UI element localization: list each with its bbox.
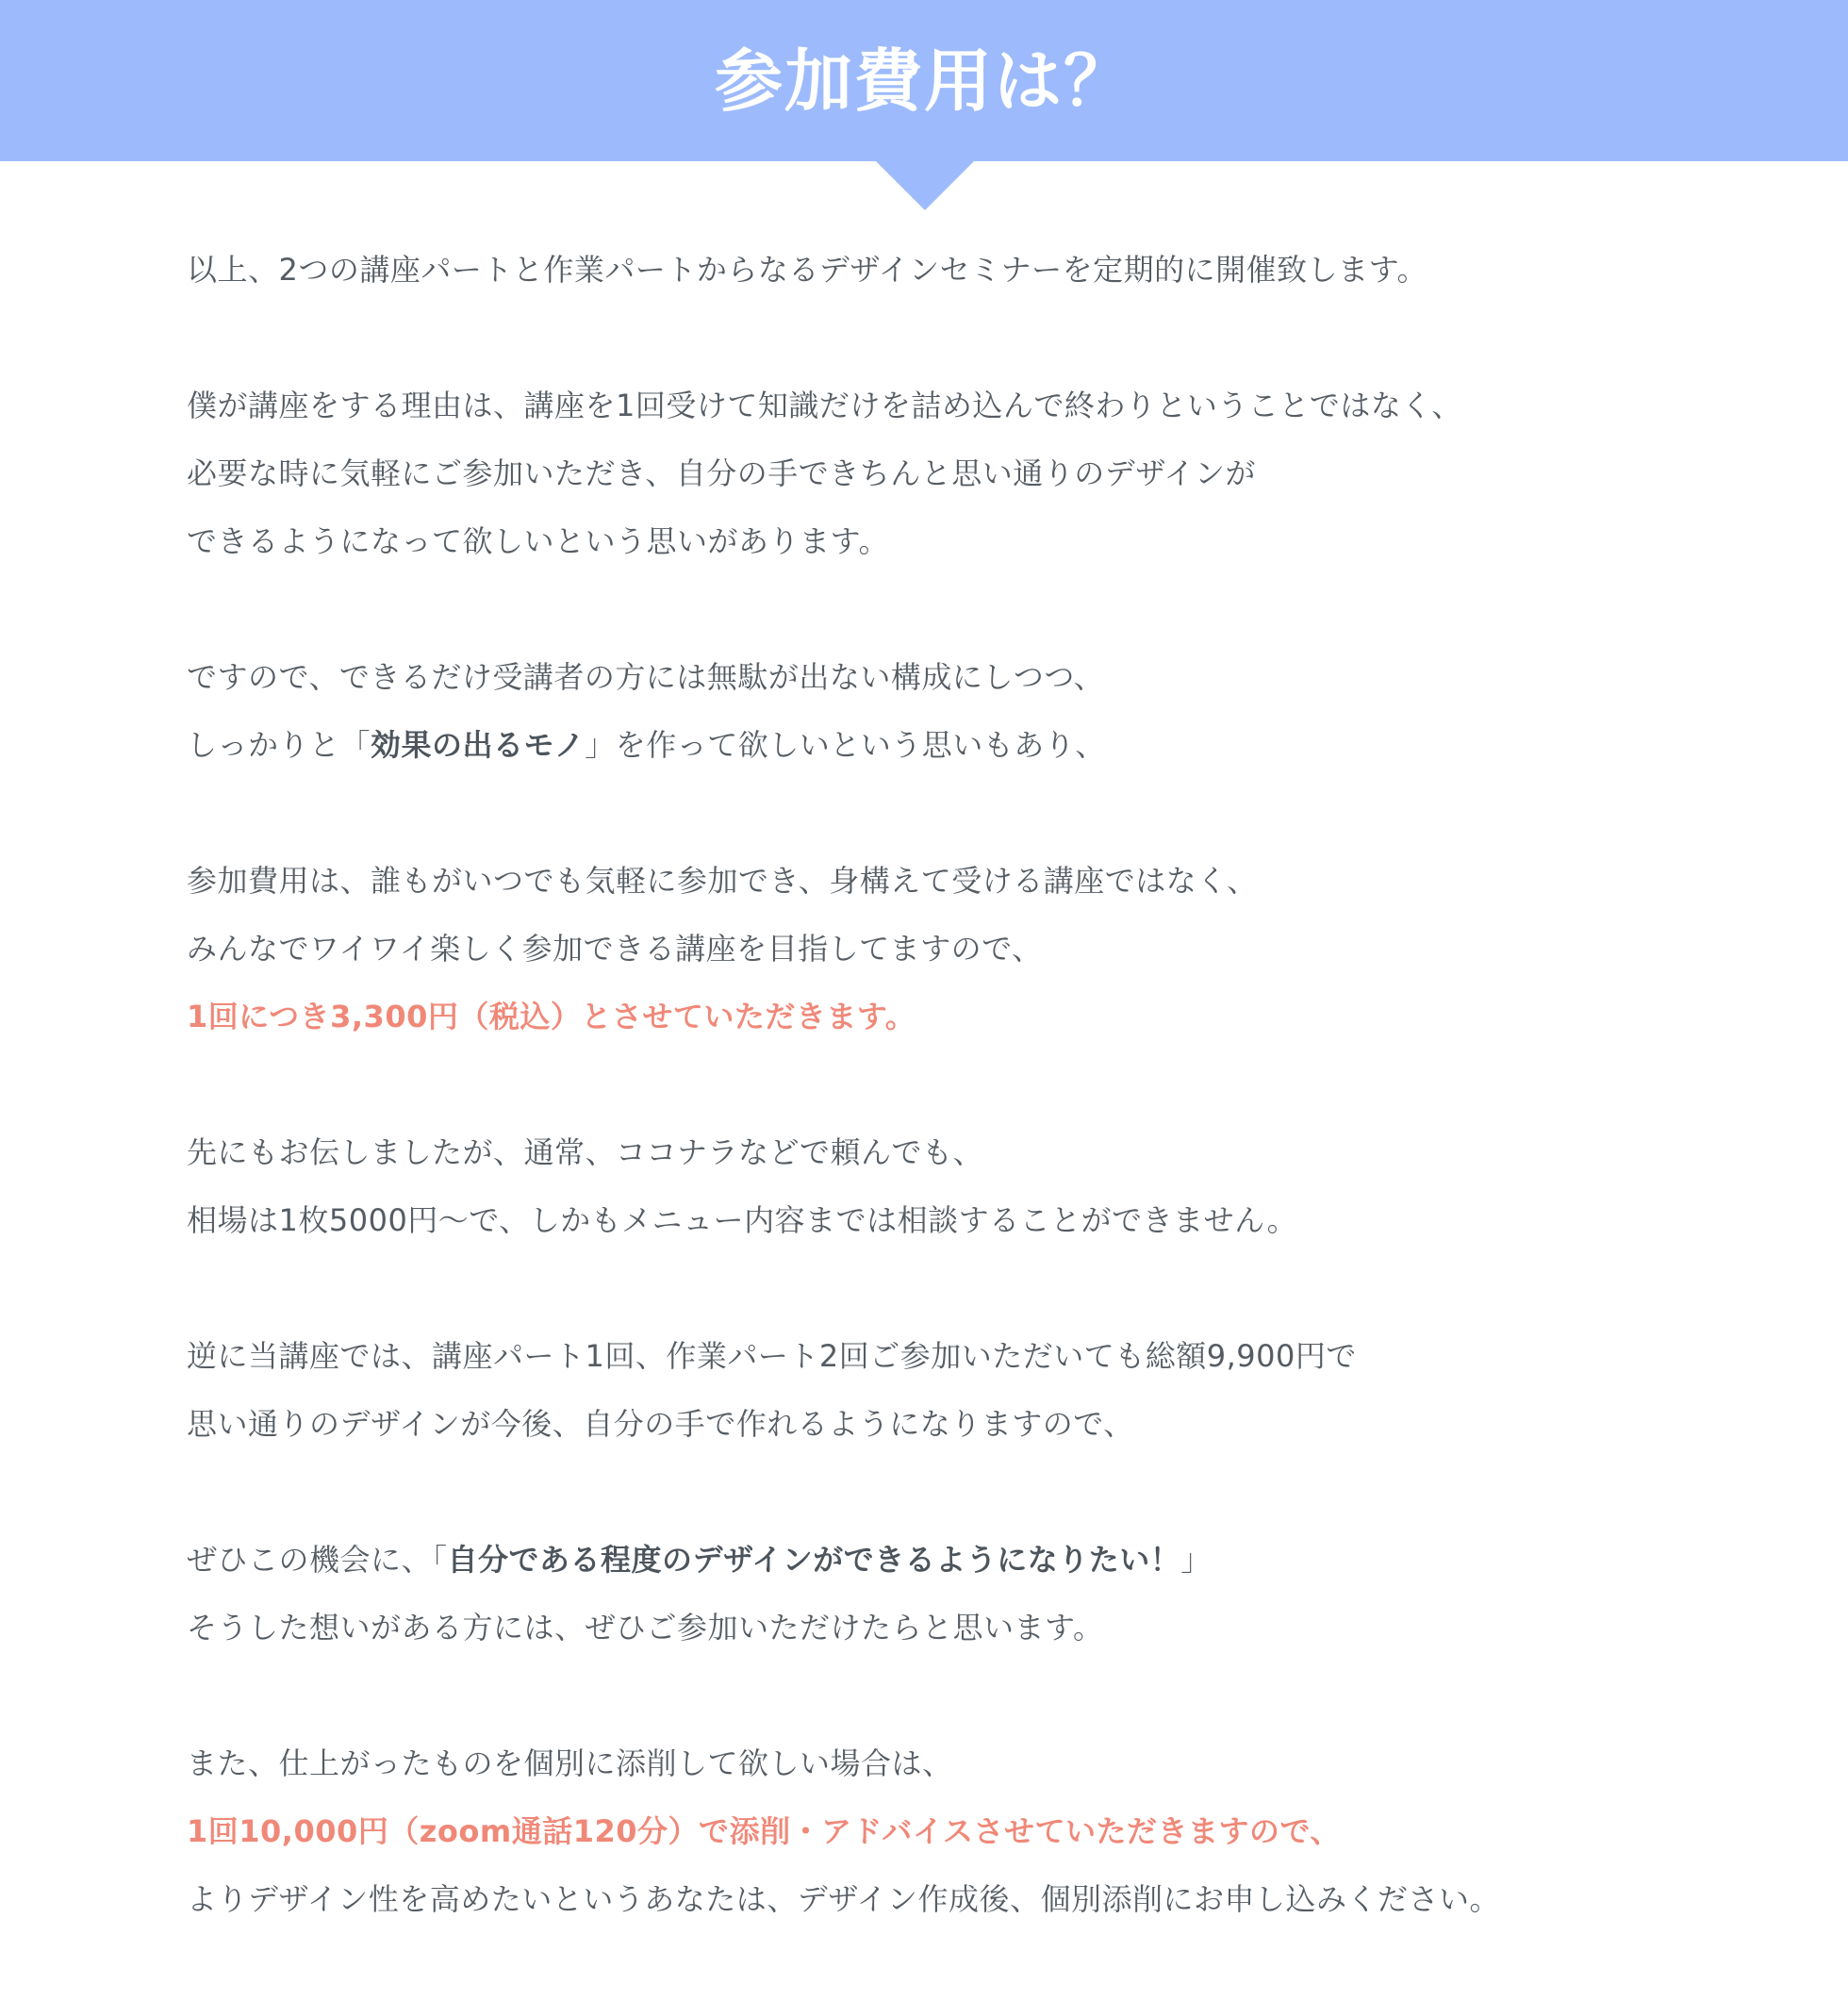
fee-highlight: 1回につき3,300円（税込）とさせていただきます。 xyxy=(187,999,916,1034)
text-line: 思い通りのデザインが今後、自分の手で作れるようになりますので、 xyxy=(187,1406,1134,1442)
paragraph-market-price xyxy=(187,1118,1790,1254)
article-body xyxy=(187,236,1790,2001)
emphasis-text: 効果の出るモノ xyxy=(371,727,586,763)
text-line: ですので、できるだけ受講者の方には無駄が出ない構成にしつつ、 xyxy=(187,659,1105,695)
text-line: 必要な時に気軽にご参加いただき、自分の手できちんと思い通りのデザインが xyxy=(187,455,1256,491)
paragraph-structure xyxy=(187,643,1790,779)
down-triangle-icon xyxy=(875,160,975,210)
paragraph-fee xyxy=(187,847,1790,1050)
text-line xyxy=(187,711,1790,779)
text-segment: 」 xyxy=(1180,1542,1212,1578)
text-line: みんなでワイワイ楽しく参加できる講座を目指してますので、 xyxy=(187,931,1043,967)
text-line: 参加費用は、誰もがいつでも気軽に参加でき、身構えて受ける講座ではなく、 xyxy=(187,863,1258,899)
text-line: 相場は1枚5000円〜で、しかもメニュー内容までは相談することができません。 xyxy=(187,1202,1298,1238)
text-line: 先にもお伝しましたが、通常、ココナラなどで頼んでも、 xyxy=(187,1134,984,1170)
text-line: 逆に当講座では、講座パート1回、作業パート2回ご参加いただいても総額9,900円で xyxy=(187,1338,1357,1374)
text-line: できるようになって欲しいという思いがあります。 xyxy=(187,523,889,559)
text-line: 僕が講座をする理由は、講座を1回受けて知識だけを詰め込んで終わりということではなく、 xyxy=(187,388,1462,423)
review-fee-highlight: 1回10,000円（zoom通話120分）で添削・アドバイスさせていただきますので、 xyxy=(187,1813,1341,1849)
emphasis-text: 自分である程度のデザインができるようになりたい！ xyxy=(447,1542,1181,1578)
text-line xyxy=(187,1526,1790,1594)
text-line: そうした想いがある方には、ぜひご参加いただけたらと思います。 xyxy=(187,1610,1104,1645)
text-segment: しっかりと「 xyxy=(187,727,371,763)
text-line: また、仕上がったものを個別に添削して欲しい場合は、 xyxy=(187,1745,953,1781)
text-segment: 」を作って欲しいという思いもあり、 xyxy=(585,727,1106,763)
paragraph-reason xyxy=(187,372,1790,575)
paragraph-invitation xyxy=(187,1526,1790,1662)
page-title: 参加費用は？ xyxy=(714,41,1133,121)
paragraph-review xyxy=(187,1729,1790,1933)
text-line: 以上、2つの講座パートと作業パートからなるデザインセミナーを定期的に開催致します。 xyxy=(187,252,1428,288)
paragraph-intro xyxy=(187,236,1790,304)
header-banner xyxy=(0,0,1848,161)
text-segment: ぜひこの機会に、「 xyxy=(187,1542,448,1578)
text-line: よりデザイン性を高めたいというあなたは、デザイン作成後、個別添削にお申し込みください。 xyxy=(187,1881,1501,1917)
paragraph-total xyxy=(187,1322,1790,1458)
